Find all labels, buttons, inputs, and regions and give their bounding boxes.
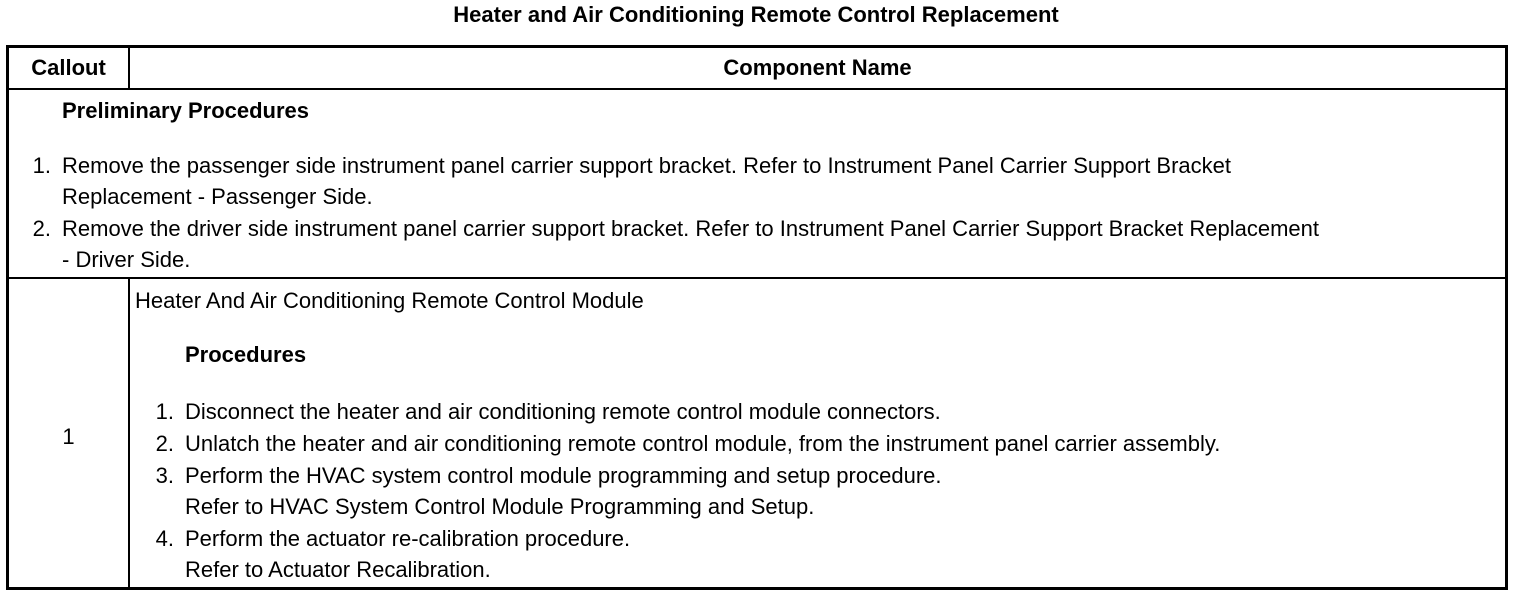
table-row	[9, 279, 1505, 587]
step-number: 3.	[155, 463, 174, 488]
step-text-line: Replacement - Passenger Side.	[62, 184, 373, 209]
step-number: 2.	[32, 216, 51, 241]
procedures-heading: Procedures	[185, 342, 307, 367]
component-cell	[130, 279, 1505, 587]
step-number: 4.	[155, 526, 174, 551]
step-number: 2.	[155, 431, 174, 456]
callout-number: 1	[62, 424, 75, 449]
step-text-line: Disconnect the heater and air conditioning remote control module connectors.	[185, 399, 941, 424]
column-header-callout: Callout	[9, 48, 130, 88]
procedure-table	[6, 45, 1508, 590]
preliminary-procedures-row	[9, 90, 1505, 279]
step-number: 1.	[32, 153, 51, 178]
page-title: Heater and Air Conditioning Remote Control Replacement	[453, 2, 1059, 27]
step-text-line: Unlatch the heater and air conditioning remote control module, from the instrument panel carrier assembly.	[185, 431, 1221, 456]
step-text-line: Refer to Actuator Recalibration.	[185, 557, 491, 582]
step-text-line: - Driver Side.	[62, 247, 191, 272]
component-name: Heater And Air Conditioning Remote Control Module	[135, 288, 644, 313]
step-text-line: Refer to HVAC System Control Module Programming and Setup.	[185, 494, 815, 519]
step-text-line: Perform the HVAC system control module programming and setup procedure.	[185, 463, 942, 488]
column-header-component-name: Component Name	[723, 55, 912, 80]
step-text-line: Perform the actuator re-calibration procedure.	[185, 526, 631, 551]
callout-cell	[9, 279, 130, 587]
preliminary-procedures-heading: Preliminary Procedures	[62, 98, 310, 123]
step-text-line: Remove the passenger side instrument panel carrier support bracket. Refer to Instrument Panel Carrier Support Bracket	[62, 153, 1231, 178]
step-number: 1.	[155, 399, 174, 424]
step-text-line: Remove the driver side instrument panel carrier support bracket. Refer to Instrument Panel Carrier Support Bracket Replacement	[62, 216, 1320, 241]
table-header-row	[9, 48, 1505, 90]
